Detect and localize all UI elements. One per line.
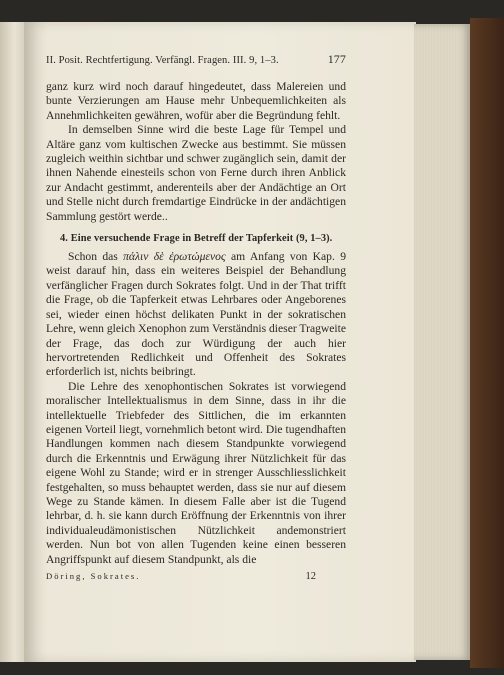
page-block-edges [414, 24, 472, 660]
paragraph-2: In demselben Sinne wird die beste Lage für Tempel und Altäre ganz vom kultischen Zwecke aus bestimmt. Sie müssen zugleich weithin sichtbar und schwer zugänglich sein, damit der ihnen Nahende einesteils schon von Ferne durch ihren Anblick zur Andacht gestimmt, anderenteils aber der Andächtige an Ort und Stelle nicht durch fremdartige Eindrücke in der andächtigen Sammlung gestört werde.. [46, 123, 346, 223]
running-head [46, 52, 346, 67]
page-footer [46, 571, 346, 582]
section-heading: 4. Eine versuchende Frage in Betreff der Tapferkeit (9, 1–3). [60, 233, 333, 245]
paragraph-3-body: am Anfang von Kap. 9 weist darauf hin, dass ein weiteres Beispiel der Behandlung verfänglicher Fragen durch Sokrates folgt. Und in der That trifft die Frage, ob die Tapferkeit etwas Lehrbares oder Angeborenes sei, wieder einen höchst delikaten Punkt in der sokratischen Lehre, wenn gleich Xenophon zum Verständnis dieser Tragweite der Frage, das doch zur Würdigung der auch hier hervortretenden Redlichkeit und Offenheit des Sokrates erforderlich ist, nichts beibringt. [46, 250, 346, 379]
paragraph-3 [46, 250, 346, 380]
page-number: 177 [327, 52, 346, 66]
greek-quote: πάλιν δὲ ἐρωτώμενος [123, 250, 226, 264]
paragraph-1: ganz kurz wird noch darauf hingedeutet, dass Malereien und bunte Verzierungen am Hause mehr Unbequemlichkeiten als Annehmlichkeiten gewähren, wofür aber die Begründung fehlt. [46, 80, 346, 122]
page-text [46, 52, 346, 582]
left-page-edge [0, 22, 24, 662]
book-cover-edge [470, 18, 504, 668]
footer-signature: Döring, Sokrates. [46, 571, 141, 581]
paragraph-3-lead: Schon das [68, 250, 124, 264]
running-head-title: II. Posit. Rechtfertigung. Verfängl. Fragen. III. 9, 1–3. [46, 55, 279, 66]
sheet-number: 12 [305, 571, 316, 582]
paragraph-4: Die Lehre des xenophontischen Sokrates ist vorwiegend moralischer Intellektualismus in dem Sinne, dass in ihr die intellektuelle Triebfeder des Sittlichen, die im erkannten eigenen Vorteil liegt, vornehmlich betont wird. Die tugendhaften Handlungen kommen nach diesem Standpunkte vorwiegend durch die Erkenntnis und Erwägung ihrer Nützlichkeit für das eigene Wohl zu Stande; wird er in strenger Ausschliesslichkeit festgehalten, so muss behauptet werden, dass sie nur auf diesem Wege zu Stande kämen. In diesem Falle aber ist die Tugend lehrbar, d. h. sie kann durch Eröffnung der Erkenntnis von ihrer individualeudämonistischen Nützlichkeit andemonstriert werden. Nun bot von allen Tugenden keine einen besseren Angriffspunkt auf diesem Standpunkt, als die [46, 379, 346, 566]
